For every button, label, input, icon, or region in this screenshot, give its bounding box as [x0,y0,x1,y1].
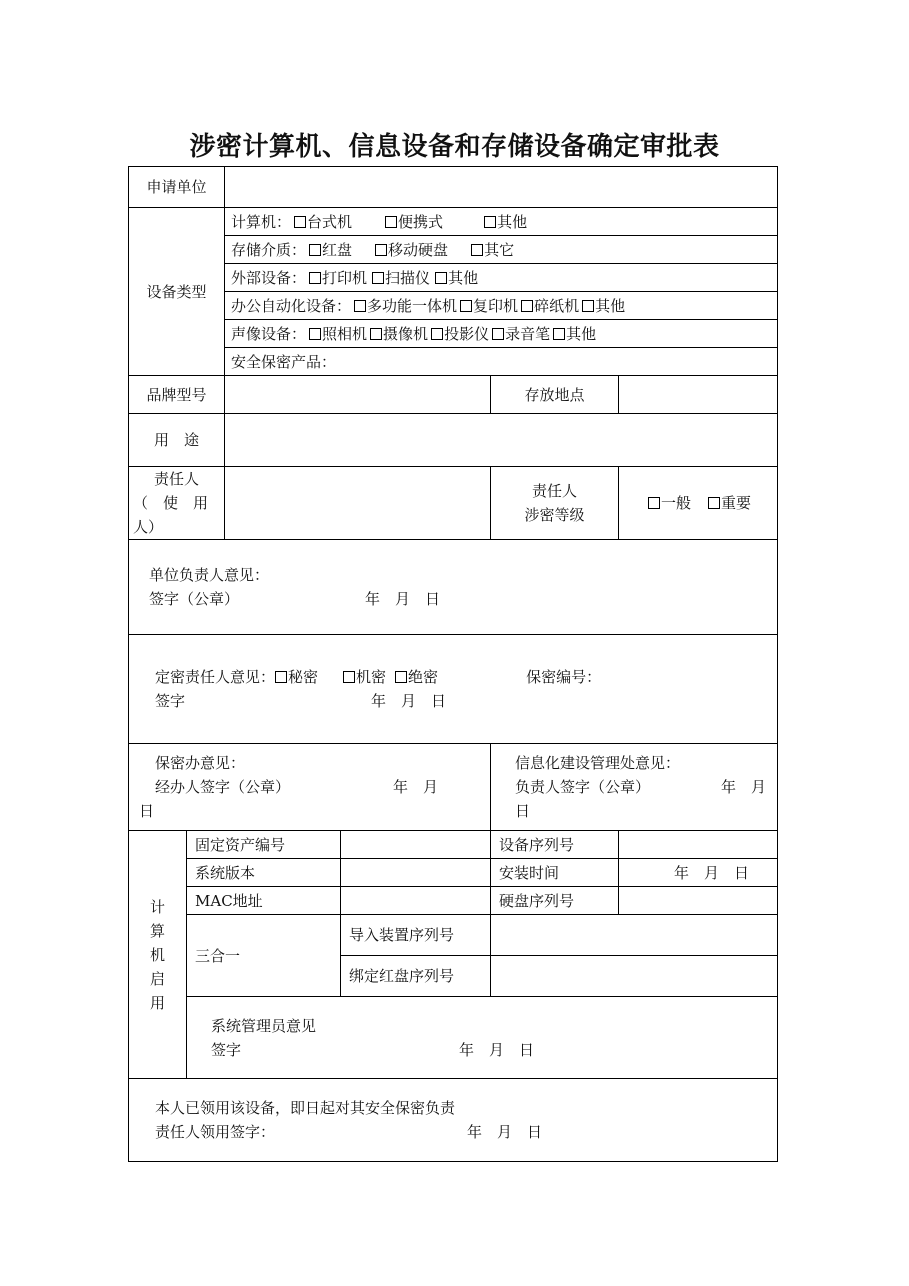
checkbox-desktop[interactable] [294,216,306,228]
enable-char-4: 启 [149,969,165,988]
checkbox-copier[interactable] [460,300,472,312]
secrecy-office-sign-line [139,775,484,799]
unit-head-opinion[interactable] [129,540,778,635]
receipt-date: 年 月 日 [467,1123,543,1141]
location-label: 存放地点 [491,376,619,414]
brand-model-label: 品牌型号 [129,376,225,414]
checkbox-general[interactable] [648,497,660,509]
option-recorder-pen: 录音笔 [505,324,551,343]
option-general: 一般 [661,494,692,512]
checkbox-office-other[interactable] [582,300,594,312]
red-disk-serial-label: 绑定红盘序列号 [341,956,491,997]
admin-opinion[interactable] [187,997,778,1079]
security-product-row[interactable]: 安全保密产品： [225,348,778,376]
responsible-label-line3: 人） [133,518,164,536]
option-av-other: 其他 [566,324,597,343]
disk-serial-field[interactable] [619,887,778,915]
computer-enable-label [129,831,187,1079]
classifier-date: 年 月 日 [371,692,447,710]
unit-head-sign-line [149,587,771,611]
computer-row [225,208,778,236]
red-disk-serial-field[interactable] [491,956,778,997]
option-confidential: 机密 [356,668,387,686]
it-office-title: 信息化建设管理处意见： [515,754,681,772]
checkbox-red-disk[interactable] [309,244,321,256]
it-office-opinion[interactable] [491,744,782,831]
responsible-label-line1: 责任人 [154,470,200,488]
enable-char-1: 计 [149,897,165,916]
import-serial-label: 导入装置序列号 [341,915,491,956]
classifier-line1 [155,665,771,689]
av-label: 声像设备： [231,324,307,343]
responsible-label-line2: （ 使 用 [133,494,209,512]
option-shredder: 碎纸机 [534,296,580,315]
it-office-date: 年 月 日 [515,778,782,820]
enable-char-5: 用 [149,993,165,1012]
computer-label: 计算机： [231,212,292,231]
checkbox-computer-other[interactable] [484,216,496,228]
secret-level-line2: 涉密等级 [524,506,585,524]
sys-version-field[interactable] [341,859,491,887]
checkbox-recorder-pen[interactable] [492,328,504,340]
option-printer: 打印机 [322,268,368,287]
option-laptop: 便携式 [398,212,444,231]
install-time-label: 安装时间 [491,859,619,887]
peripheral-row [225,264,778,292]
classifier-sign-line [155,689,771,713]
checkbox-laptop[interactable] [385,216,397,228]
receipt-block[interactable] [129,1079,778,1162]
mac-field[interactable] [341,887,491,915]
admin-sign-line [211,1038,771,1062]
storage-row [225,236,778,264]
checkbox-camera[interactable] [309,328,321,340]
classifier-title: 定密责任人意见： [155,668,276,686]
secret-level-options [619,467,778,540]
checkbox-av-other[interactable] [553,328,565,340]
asset-no-field[interactable] [341,831,491,859]
office-row [225,292,778,320]
checkbox-secret[interactable] [275,671,287,683]
purpose-label: 用 途 [129,414,225,467]
classifier-sign: 签字 [155,692,186,710]
disk-serial-label: 硬盘序列号 [491,887,619,915]
checkbox-mfp[interactable] [354,300,366,312]
checkbox-peripheral-other[interactable] [435,272,447,284]
option-video-camera: 摄像机 [383,324,429,343]
checkbox-confidential[interactable] [343,671,355,683]
import-serial-field[interactable] [491,915,778,956]
it-office-sign-line [515,775,782,823]
option-mobile-disk: 移动硬盘 [388,240,449,259]
option-top-secret: 绝密 [408,668,439,686]
option-copier: 复印机 [473,296,519,315]
checkbox-important[interactable] [708,497,720,509]
storage-label: 存储介质： [231,240,307,259]
secrecy-office-title: 保密办意见： [155,754,246,772]
option-office-other: 其他 [595,296,626,315]
checkbox-shredder[interactable] [521,300,533,312]
admin-opinion-title: 系统管理员意见 [211,1016,317,1035]
install-date-field[interactable]: 年 月 日 [619,859,778,887]
receipt-sign-line [155,1120,771,1144]
classifier-opinion[interactable] [129,635,778,744]
location-field[interactable] [619,376,778,414]
option-storage-other: 其它 [484,240,515,259]
peripheral-label: 外部设备： [231,268,307,287]
responsible-label [129,467,225,540]
enable-char-3: 机 [149,945,165,964]
unit-head-sign: 签字（公章） [149,590,240,608]
asset-no-label: 固定资产编号 [187,831,341,859]
secrecy-number-label: 保密编号： [526,668,602,686]
secrecy-office-day: 日 [139,802,155,820]
form-title: 涉密计算机、信息设备和存储设备确定审批表 [189,132,720,162]
receipt-statement: 本人已领用该设备，即日起对其安全保密负责 [155,1099,456,1117]
checkbox-storage-other[interactable] [471,244,483,256]
responsible-field[interactable] [225,467,491,540]
option-projector: 投影仪 [444,324,490,343]
office-label: 办公自动化设备： [231,296,352,315]
option-computer-other: 其他 [497,212,528,231]
checkbox-printer[interactable] [309,272,321,284]
secrecy-office-sign: 经办人签字（公章） [155,778,291,796]
applicant-unit-field[interactable] [225,167,778,208]
checkbox-top-secret[interactable] [395,671,407,683]
option-mfp: 多功能一体机 [367,296,458,315]
applicant-unit-label: 申请单位 [129,167,225,208]
receipt-sign: 责任人领用签字： [155,1123,276,1141]
checkbox-mobile-disk[interactable] [375,244,387,256]
checkbox-projector[interactable] [431,328,443,340]
device-serial-label: 设备序列号 [491,831,619,859]
unit-head-date: 年 月 日 [365,590,441,608]
admin-sign: 签字 [211,1040,242,1059]
secrecy-office-date: 年 月 [393,778,439,796]
option-important: 重要 [721,494,752,512]
option-camera: 照相机 [322,324,368,343]
secret-level-label [491,467,619,540]
brand-model-field[interactable] [225,376,491,414]
sys-version-label: 系统版本 [187,859,341,887]
option-scanner: 扫描仪 [385,268,431,287]
option-peripheral-other: 其他 [448,268,479,287]
device-type-label: 设备类型 [129,208,225,376]
checkbox-video-camera[interactable] [370,328,382,340]
purpose-field[interactable] [225,414,778,467]
three-in-one-label: 三合一 [187,915,341,997]
secrecy-office-opinion[interactable] [129,744,491,831]
it-office-sign: 负责人签字（公章） [515,778,651,796]
checkbox-scanner[interactable] [372,272,384,284]
av-row [225,320,778,348]
mac-label: MAC地址 [187,887,341,915]
option-red-disk: 红盘 [322,240,353,259]
approval-form-table [128,166,782,1162]
enable-char-2: 算 [149,921,165,940]
option-desktop: 台式机 [307,212,353,231]
admin-date: 年 月 日 [459,1040,535,1059]
device-serial-field[interactable] [619,831,778,859]
secret-level-line1: 责任人 [532,482,578,500]
option-secret: 秘密 [288,668,319,686]
unit-head-title: 单位负责人意见： [149,566,270,584]
